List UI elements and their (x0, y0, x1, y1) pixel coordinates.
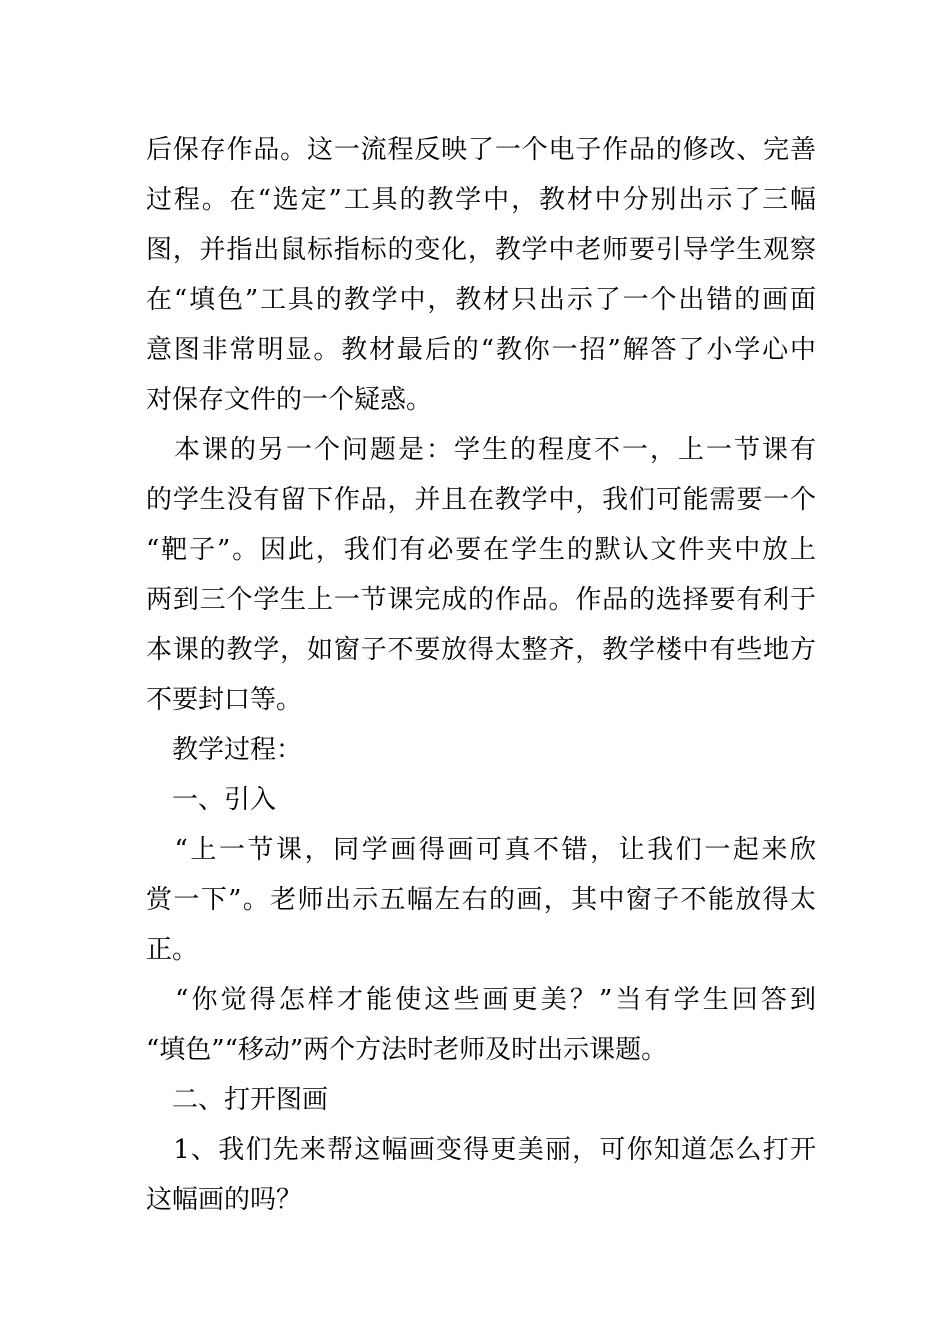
text-line: 过程。在“选定”工具的教学中，教材中分别出示了三幅 (146, 185, 816, 215)
text-line: “上一节课，同学画得画可真不错，让我们一起来欣 (146, 835, 816, 865)
text-line: 意图非常明显。教材最后的“教你一招”解答了小学心中 (146, 335, 816, 365)
text-line: 在“填色”工具的教学中，教材只出示了一个出错的画面 (146, 285, 816, 315)
section-heading: 二、打开图画 (146, 1085, 329, 1115)
text-line: “你觉得怎样才能使这些画更美？”当有学生回答到 (146, 985, 816, 1015)
text-line: “填色”“移动”两个方法时老师及时出示课题。 (146, 1035, 668, 1065)
text-line: 正。 (146, 935, 199, 965)
text-line: 本课的教学，如窗子不要放得太整齐，教学楼中有些地方 (146, 635, 816, 665)
text-line: 的学生没有留下作品，并且在教学中，我们可能需要一个 (146, 485, 816, 515)
text-line: 不要封口等。 (146, 685, 303, 715)
text-line: 1、我们先来帮这幅画变得更美丽，可你知道怎么打开 (146, 1135, 816, 1165)
text-line: 本课的另一个问题是：学生的程度不一，上一节课有 (146, 435, 816, 465)
text-line: 两到三个学生上一节课完成的作品。作品的选择要有利于 (146, 585, 816, 615)
text-line: 这幅画的吗？ (146, 1185, 303, 1215)
text-line: 图，并指出鼠标指标的变化，教学中老师要引导学生观察 (146, 235, 816, 265)
text-line: 后保存作品。这一流程反映了一个电子作品的修改、完善 (146, 135, 816, 165)
text-line: “靶子”。因此，我们有必要在学生的默认文件夹中放上 (146, 535, 816, 565)
section-heading: 教学过程： (146, 735, 303, 765)
text-line: 对保存文件的一个疑惑。 (146, 385, 433, 415)
section-heading: 一、引入 (146, 785, 277, 815)
text-line: 赏一下”。老师出示五幅左右的画，其中窗子不能放得太 (146, 885, 816, 915)
